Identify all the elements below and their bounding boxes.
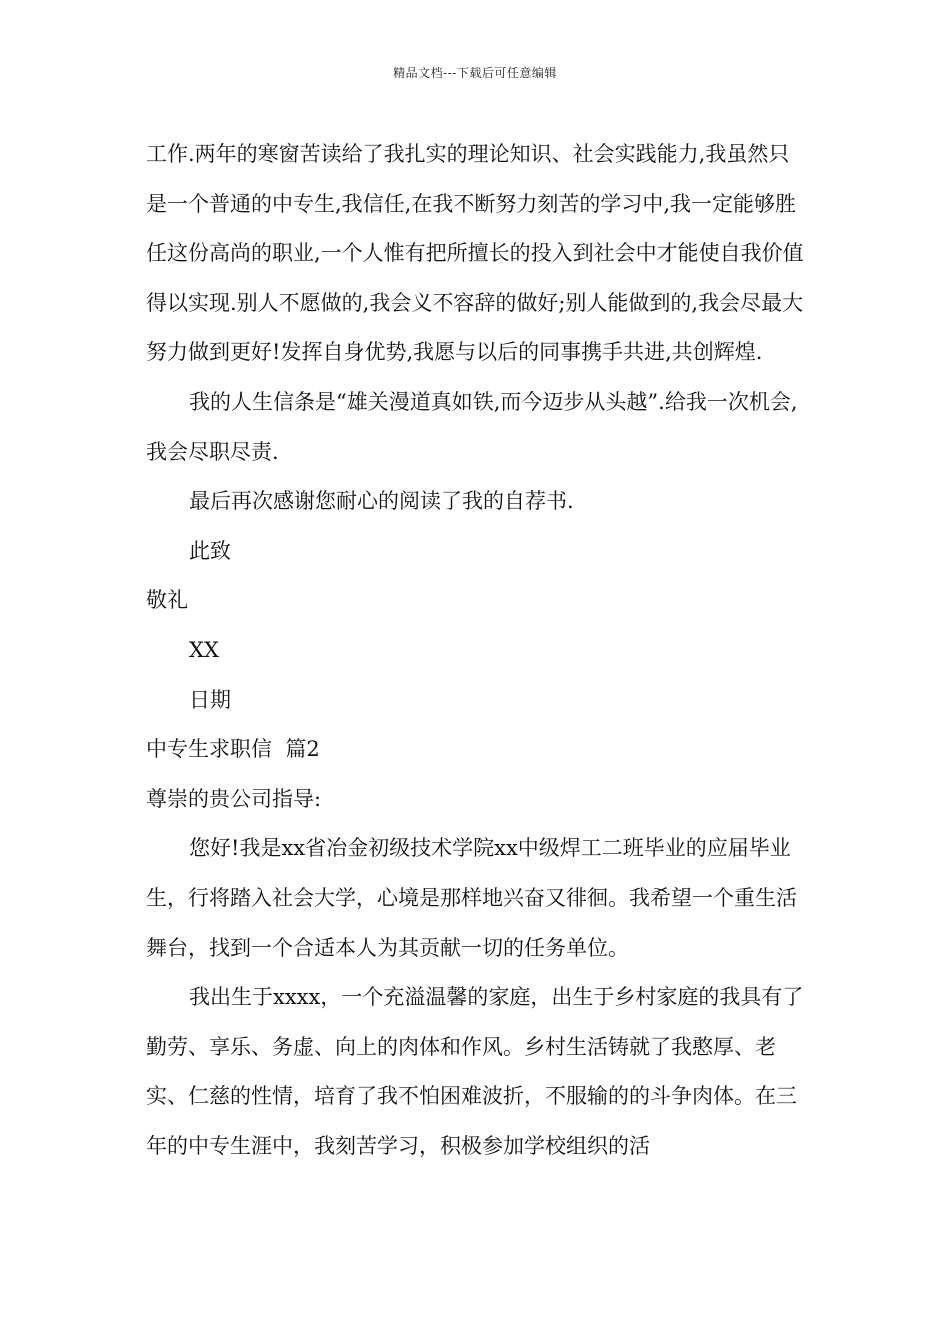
- paragraph-thanks: 最后再次感谢您耐心的阅读了我的自荐书.: [189, 489, 574, 514]
- paragraph-background: 我出生于xxxx，一个充溢温馨的家庭，出生于乡村家庭的我具有了勤劳、享乐、务虚、向上的肉体和作风。乡村生活铸就了我憨厚、老实、仁慈的性情，培育了我不怕困难波折，不服输的的斗争肉体。在三年的中专生涯中，我刻苦学习，积极参加学校组织的活: [146, 985, 804, 1158]
- section-title: 中专生求职信 篇2: [146, 737, 320, 762]
- paragraph-life-motto: 我的人生信条是“雄关漫道真如铁,而今迈步从头越”.给我一次机会,我会尽职尽责.: [146, 389, 798, 464]
- letter-greeting: 尊崇的贵公司指导:: [146, 786, 322, 811]
- paragraph-continuation: 工作.两年的寒窗苦读给了我扎实的理论知识、社会实践能力,我虽然只是一个普通的中专生,我信任,在我不断努力刻苦的学习中,我一定能够胜任这份高尚的职业,一个人惟有把所擅长的投入到社会中才能使自我价值得以实现.别人不愿做的,我会义不容辞的做好;别人能做到的,我会尽最大努力做到更好!发挥自身优势,我愿与以后的同事携手共进,共创辉煌.: [146, 142, 804, 365]
- signature-date: 日期: [189, 687, 231, 712]
- signature-name: XX: [189, 637, 219, 662]
- closing-salutation: 此致: [189, 538, 231, 563]
- page-header: 精品文档---下载后可任意编辑: [393, 66, 557, 80]
- document-body: [146, 130, 810, 1171]
- paragraph-introduction: 您好!我是xx省冶金初级技术学院xx中级焊工二班毕业的应届毕业生，行将踏入社会大学，心境是那样地兴奋又徘徊。我希望一个重生活舞台，找到一个合适本人为其贡献一切的任务单位。: [146, 836, 797, 960]
- closing-regards: 敬礼: [146, 588, 188, 613]
